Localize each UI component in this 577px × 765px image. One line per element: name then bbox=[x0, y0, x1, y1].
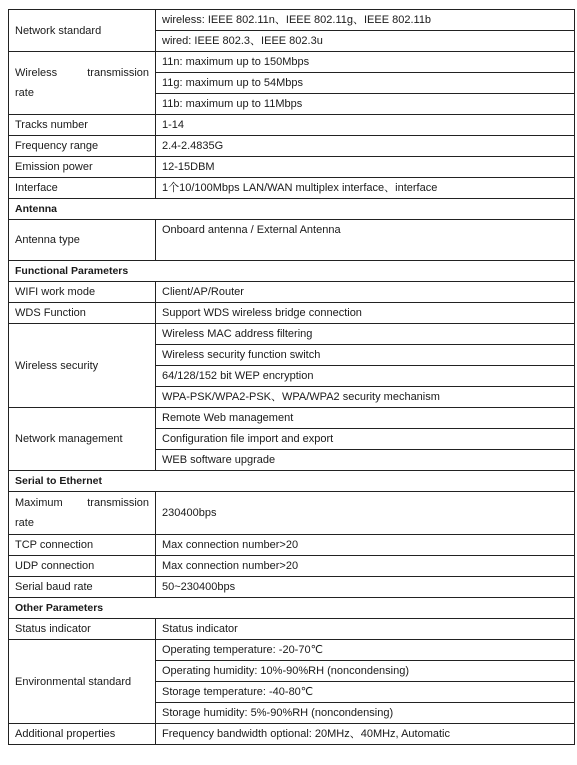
table-row bbox=[9, 619, 575, 640]
udp-value: Max connection number>20 bbox=[156, 556, 575, 577]
table-row bbox=[9, 178, 575, 199]
baud-label: Serial baud rate bbox=[9, 577, 156, 598]
wireless-rate-label-line1: Wireless transmission bbox=[15, 67, 149, 79]
table-row bbox=[9, 303, 575, 324]
wireless-rate-11n: 11n: maximum up to 150Mbps bbox=[156, 52, 575, 73]
environmental-item: Storage humidity: 5%-90%RH (noncondensing) bbox=[156, 703, 575, 724]
wireless-rate-label bbox=[9, 52, 156, 115]
section-row bbox=[9, 471, 575, 492]
serial-heading: Serial to Ethernet bbox=[9, 471, 575, 492]
antenna-heading: Antenna bbox=[9, 199, 575, 220]
section-row bbox=[9, 598, 575, 619]
table-row bbox=[9, 492, 575, 535]
tracks-number-value: 1-14 bbox=[156, 115, 575, 136]
environmental-item: Storage temperature: -40-80℃ bbox=[156, 682, 575, 703]
wds-label: WDS Function bbox=[9, 303, 156, 324]
status-indicator-label: Status indicator bbox=[9, 619, 156, 640]
table-row bbox=[9, 324, 575, 345]
wifi-mode-label: WIFI work mode bbox=[9, 282, 156, 303]
tcp-label: TCP connection bbox=[9, 535, 156, 556]
table-row bbox=[9, 115, 575, 136]
environmental-item: Operating humidity: 10%-90%RH (noncondensing) bbox=[156, 661, 575, 682]
network-standard-wired: wired: IEEE 802.3、IEEE 802.3u bbox=[156, 31, 575, 52]
table-row bbox=[9, 724, 575, 745]
table-row bbox=[9, 535, 575, 556]
network-standard-wireless: wireless: IEEE 802.11n、IEEE 802.11g、IEEE 802.11b bbox=[156, 10, 575, 31]
status-indicator-value: Status indicator bbox=[156, 619, 575, 640]
table-row bbox=[9, 640, 575, 661]
table-row bbox=[9, 577, 575, 598]
network-management-item: WEB software upgrade bbox=[156, 450, 575, 471]
wireless-security-item: Wireless security function switch bbox=[156, 345, 575, 366]
table-row bbox=[9, 10, 575, 31]
max-rate-label-line2: rate bbox=[15, 517, 34, 529]
max-rate-label bbox=[9, 492, 156, 535]
section-row bbox=[9, 199, 575, 220]
network-management-label: Network management bbox=[9, 408, 156, 471]
table-row bbox=[9, 556, 575, 577]
functional-heading: Functional Parameters bbox=[9, 261, 575, 282]
environmental-item: Operating temperature: -20-70℃ bbox=[156, 640, 575, 661]
table-row bbox=[9, 157, 575, 178]
wireless-rate-label-line2: rate bbox=[15, 87, 34, 99]
wireless-rate-11b: 11b: maximum up to 11Mbps bbox=[156, 94, 575, 115]
tracks-number-label: Tracks number bbox=[9, 115, 156, 136]
environmental-label: Environmental standard bbox=[9, 640, 156, 724]
additional-properties-value: Frequency bandwidth optional: 20MHz、40MHz, Automatic bbox=[156, 724, 575, 745]
other-heading: Other Parameters bbox=[9, 598, 575, 619]
network-standard-label: Network standard bbox=[9, 10, 156, 52]
network-management-item: Remote Web management bbox=[156, 408, 575, 429]
frequency-range-value: 2.4-2.4835G bbox=[156, 136, 575, 157]
max-rate-label-line1: Maximum transmission bbox=[15, 497, 149, 509]
table-row bbox=[9, 408, 575, 429]
antenna-type-value: Onboard antenna / External Antenna bbox=[156, 220, 575, 261]
table-row bbox=[9, 282, 575, 303]
table-row bbox=[9, 52, 575, 73]
tcp-value: Max connection number>20 bbox=[156, 535, 575, 556]
baud-value: 50~230400bps bbox=[156, 577, 575, 598]
interface-label: Interface bbox=[9, 178, 156, 199]
wireless-security-label: Wireless security bbox=[9, 324, 156, 408]
max-rate-value: 230400bps bbox=[156, 492, 575, 535]
spec-table bbox=[8, 9, 575, 745]
additional-properties-label: Additional properties bbox=[9, 724, 156, 745]
table-row bbox=[9, 220, 575, 261]
udp-label: UDP connection bbox=[9, 556, 156, 577]
network-management-item: Configuration file import and export bbox=[156, 429, 575, 450]
frequency-range-label: Frequency range bbox=[9, 136, 156, 157]
section-row bbox=[9, 261, 575, 282]
table-row bbox=[9, 136, 575, 157]
wds-value: Support WDS wireless bridge connection bbox=[156, 303, 575, 324]
wireless-security-item: 64/128/152 bit WEP encryption bbox=[156, 366, 575, 387]
antenna-type-label: Antenna type bbox=[9, 220, 156, 261]
wireless-security-item: Wireless MAC address filtering bbox=[156, 324, 575, 345]
emission-power-label: Emission power bbox=[9, 157, 156, 178]
emission-power-value: 12-15DBM bbox=[156, 157, 575, 178]
wifi-mode-value: Client/AP/Router bbox=[156, 282, 575, 303]
interface-value: 1个10/100Mbps LAN/WAN multiplex interface、interface bbox=[156, 178, 575, 199]
wireless-security-item: WPA-PSK/WPA2-PSK、WPA/WPA2 security mechanism bbox=[156, 387, 575, 408]
wireless-rate-11g: 11g: maximum up to 54Mbps bbox=[156, 73, 575, 94]
